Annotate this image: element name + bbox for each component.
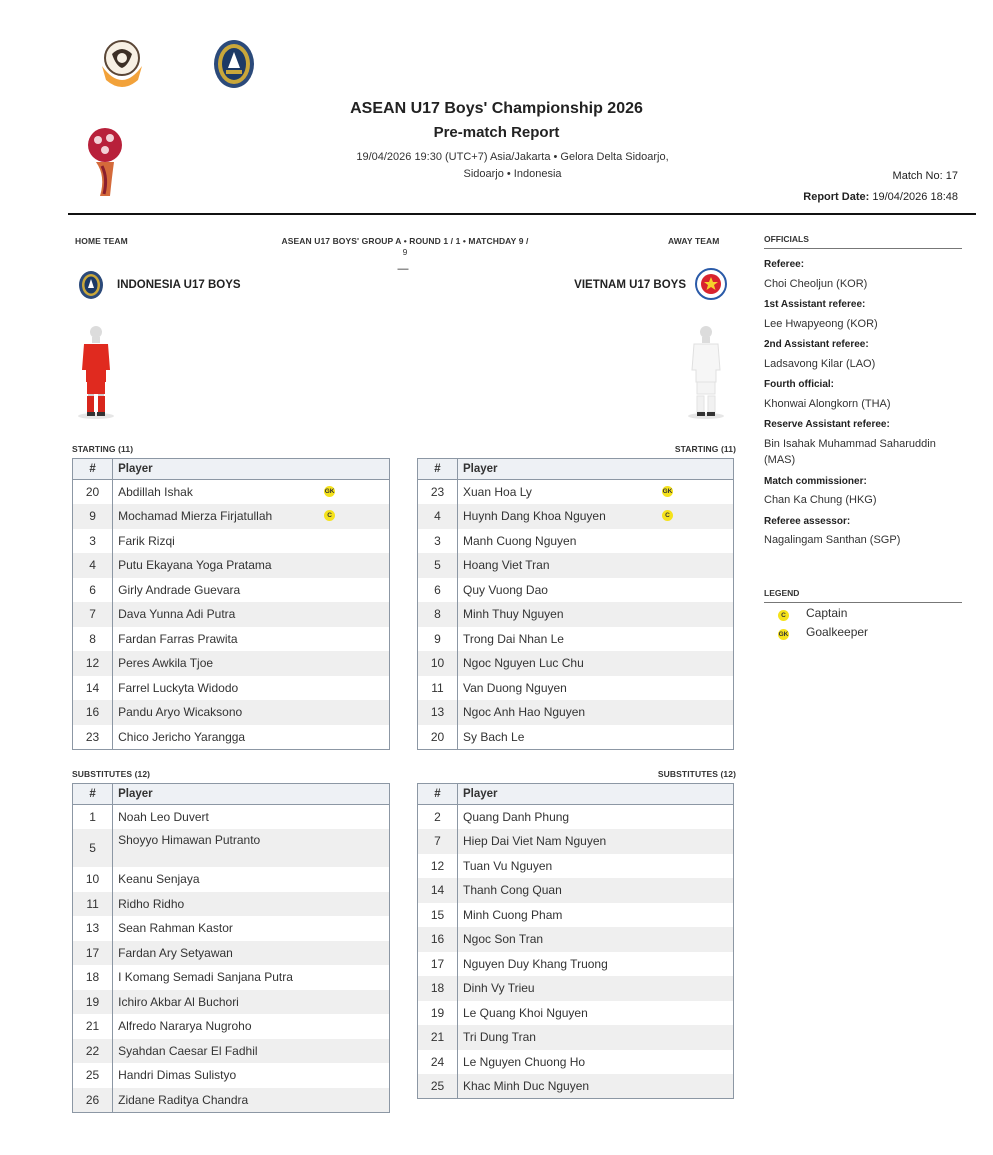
player-number: 21 bbox=[418, 1025, 458, 1050]
official-name: Ladsavong Kilar (LAO) bbox=[764, 358, 876, 370]
player-name: Van Duong Nguyen bbox=[463, 680, 567, 695]
away-starting-table bbox=[417, 458, 734, 750]
table-row bbox=[418, 1050, 734, 1075]
player-cell bbox=[458, 627, 734, 652]
table-row bbox=[73, 965, 390, 990]
player-number: 13 bbox=[418, 700, 458, 725]
player-cell bbox=[458, 1074, 734, 1099]
player-number: 25 bbox=[418, 1074, 458, 1099]
table-row bbox=[73, 1088, 390, 1113]
player-name: Manh Cuong Nguyen bbox=[463, 533, 577, 548]
table-row bbox=[73, 1014, 390, 1039]
player-number: 9 bbox=[73, 504, 113, 529]
player-cell bbox=[458, 903, 734, 928]
player-name: Shoyyo Himawan Putranto bbox=[118, 833, 261, 847]
player-name: Sean Rahman Kastor bbox=[118, 921, 233, 936]
away-starting-label: STARTING (11) bbox=[674, 444, 736, 454]
player-number: 3 bbox=[418, 529, 458, 554]
table-header-row bbox=[73, 459, 390, 480]
player-cell bbox=[113, 529, 390, 554]
player-cell bbox=[113, 578, 390, 603]
player-name: Ngoc Son Tran bbox=[463, 932, 544, 947]
table-row bbox=[73, 480, 390, 505]
column-header-player: Player bbox=[458, 459, 734, 480]
player-cell bbox=[113, 602, 390, 627]
player-name: Ngoc Nguyen Luc Chu bbox=[463, 656, 584, 671]
legend-captain-badge bbox=[778, 607, 789, 625]
player-name: Ichiro Akbar Al Buchori bbox=[118, 994, 239, 1009]
player-name: Trong Dai Nhan Le bbox=[463, 631, 564, 646]
legend-heading: LEGEND bbox=[764, 588, 800, 598]
table-row bbox=[418, 927, 734, 952]
table-row bbox=[418, 676, 734, 701]
player-number: 5 bbox=[73, 829, 113, 867]
table-row bbox=[73, 1039, 390, 1064]
player-number: 12 bbox=[73, 651, 113, 676]
home-subs-table bbox=[72, 783, 390, 1113]
table-row bbox=[73, 1063, 390, 1088]
player-name: Ngoc Anh Hao Nguyen bbox=[463, 705, 586, 720]
player-cell bbox=[113, 805, 390, 830]
player-number: 16 bbox=[73, 700, 113, 725]
player-number: 19 bbox=[418, 1001, 458, 1026]
player-cell bbox=[458, 1001, 734, 1026]
table-row bbox=[418, 976, 734, 1001]
table-row bbox=[418, 903, 734, 928]
player-cell bbox=[458, 578, 734, 603]
player-name: Peres Awkila Tjoe bbox=[118, 656, 214, 671]
player-name: Dinh Vy Trieu bbox=[463, 981, 535, 996]
table-row bbox=[418, 854, 734, 879]
legend-gk-label: Goalkeeper bbox=[806, 625, 869, 639]
official-role: Fourth official: bbox=[764, 379, 834, 390]
player-name: Le Quang Khoi Nguyen bbox=[463, 1005, 588, 1020]
official-role: Referee: bbox=[764, 259, 805, 270]
table-row bbox=[73, 676, 390, 701]
player-number: 13 bbox=[73, 916, 113, 941]
table-row bbox=[418, 878, 734, 903]
report-date-value: 19/04/2026 18:48 bbox=[872, 191, 958, 203]
player-number: 3 bbox=[73, 529, 113, 554]
table-row bbox=[73, 504, 390, 529]
column-header-player: Player bbox=[458, 784, 734, 805]
table-row bbox=[73, 916, 390, 941]
table-row bbox=[418, 805, 734, 830]
player-number: 18 bbox=[418, 976, 458, 1001]
official-role: 2nd Assistant referee: bbox=[764, 339, 869, 350]
table-header-row bbox=[418, 459, 734, 480]
captain-badge-icon: C bbox=[324, 510, 335, 521]
player-number: 18 bbox=[73, 965, 113, 990]
player-cell bbox=[113, 1063, 390, 1088]
match-number-value: 17 bbox=[945, 170, 958, 182]
away-team-name: VIETNAM U17 BOYS bbox=[574, 279, 686, 291]
player-number: 26 bbox=[73, 1088, 113, 1113]
official-name: Choi Cheoljun (KOR) bbox=[764, 278, 868, 290]
player-name: Sy Bach Le bbox=[463, 729, 525, 744]
player-name: Hiep Dai Viet Nam Nguyen bbox=[463, 834, 607, 849]
match-group-line: ASEAN U17 BOYS' GROUP A • ROUND 1 / 1 • MATCHDAY 9 / bbox=[281, 236, 529, 246]
match-number bbox=[893, 170, 958, 182]
player-name: Hoang Viet Tran bbox=[463, 558, 550, 573]
player-name: Girly Andrade Guevara bbox=[118, 582, 241, 597]
table-row bbox=[73, 990, 390, 1015]
player-name: Minh Thuy Nguyen bbox=[463, 607, 564, 622]
player-number: 8 bbox=[73, 627, 113, 652]
away-subs-label: SUBSTITUTES (12) bbox=[657, 769, 736, 779]
table-row bbox=[418, 553, 734, 578]
home-kit-icon bbox=[76, 322, 116, 420]
table-row bbox=[418, 651, 734, 676]
official-role: 1st Assistant referee: bbox=[764, 299, 866, 310]
player-number: 17 bbox=[73, 941, 113, 966]
player-number: 12 bbox=[418, 854, 458, 879]
match-location: Sidoarjo • Indonesia bbox=[463, 168, 562, 180]
goalkeeper-badge-icon: GK bbox=[324, 488, 335, 495]
table-row bbox=[73, 867, 390, 892]
table-row bbox=[73, 700, 390, 725]
player-number: 14 bbox=[418, 878, 458, 903]
player-number: 20 bbox=[73, 480, 113, 505]
player-number: 25 bbox=[73, 1063, 113, 1088]
player-cell bbox=[113, 916, 390, 941]
player-number: 10 bbox=[418, 651, 458, 676]
table-row bbox=[418, 1001, 734, 1026]
player-name: Noah Leo Duvert bbox=[118, 810, 209, 824]
player-number: 4 bbox=[418, 504, 458, 529]
player-name: Putu Ekayana Yoga Pratama bbox=[118, 558, 272, 573]
player-name: Alfredo Nararya Nugroho bbox=[118, 1019, 252, 1034]
player-cell bbox=[113, 990, 390, 1015]
table-row bbox=[418, 1074, 734, 1099]
home-team-label: HOME TEAM bbox=[75, 236, 128, 246]
column-header-player: Player bbox=[113, 459, 390, 480]
player-name: Chico Jericho Yarangga bbox=[118, 729, 246, 744]
official-name: Nagalingam Santhan (SGP) bbox=[764, 534, 901, 546]
away-team-crest-icon bbox=[694, 267, 728, 301]
officials-heading: OFFICIALS bbox=[764, 234, 809, 244]
match-number-label: Match No: bbox=[892, 170, 943, 182]
official-role: Match commissioner: bbox=[764, 476, 867, 487]
column-header-number: # bbox=[418, 459, 458, 480]
official-name: Lee Hwapyeong (KOR) bbox=[764, 318, 878, 330]
player-number: 8 bbox=[418, 602, 458, 627]
away-subs-table bbox=[417, 783, 734, 1099]
player-name: Keanu Senjaya bbox=[118, 872, 200, 887]
official-role: Referee assessor: bbox=[764, 516, 851, 527]
table-row bbox=[418, 700, 734, 725]
player-name: Quang Danh Phung bbox=[463, 810, 570, 824]
player-name: Huynh Dang Khoa Nguyen bbox=[463, 509, 606, 524]
table-row bbox=[73, 578, 390, 603]
player-cell bbox=[113, 941, 390, 966]
player-number: 20 bbox=[418, 725, 458, 750]
match-datetime-venue: 19/04/2026 19:30 (UTC+7) Asia/Jakarta • Gelora Delta Sidoarjo, bbox=[356, 151, 669, 163]
player-number: 23 bbox=[418, 480, 458, 505]
player-name: Tuan Vu Nguyen bbox=[463, 858, 553, 873]
player-cell bbox=[458, 829, 734, 854]
official-role: Reserve Assistant referee: bbox=[764, 419, 890, 430]
player-name: Fardan Ary Setyawan bbox=[118, 945, 233, 960]
player-name: Farrel Luckyta Widodo bbox=[118, 680, 239, 695]
player-cell bbox=[113, 1088, 390, 1113]
legend-gk-badge bbox=[778, 626, 789, 644]
official-name: Khonwai Alongkorn (THA) bbox=[764, 398, 891, 410]
player-name: Farik Rizqi bbox=[118, 533, 175, 548]
player-cell bbox=[458, 529, 734, 554]
goalkeeper-badge-icon: GK bbox=[778, 631, 789, 639]
player-number: 23 bbox=[73, 725, 113, 750]
player-cell bbox=[113, 867, 390, 892]
player-cell bbox=[113, 480, 390, 505]
table-row bbox=[418, 504, 734, 529]
player-number: 21 bbox=[73, 1014, 113, 1039]
home-starting-label: STARTING (11) bbox=[72, 444, 134, 454]
table-row bbox=[73, 829, 390, 867]
player-number: 1 bbox=[73, 805, 113, 830]
table-row bbox=[418, 952, 734, 977]
officials-divider bbox=[764, 248, 962, 249]
match-group-line-2: 9 bbox=[402, 247, 408, 257]
player-name: Mochamad Mierza Firjatullah bbox=[118, 509, 273, 524]
report-subtitle: Pre-match Report bbox=[433, 124, 560, 141]
player-cell bbox=[113, 892, 390, 917]
player-number: 5 bbox=[418, 553, 458, 578]
table-row bbox=[73, 553, 390, 578]
player-number: 9 bbox=[418, 627, 458, 652]
column-header-player: Player bbox=[113, 784, 390, 805]
player-cell bbox=[458, 927, 734, 952]
player-cell bbox=[458, 725, 734, 750]
table-row bbox=[418, 578, 734, 603]
home-team-crest-icon bbox=[78, 270, 104, 300]
player-name: Abdillah Ishak bbox=[118, 485, 193, 499]
player-cell bbox=[113, 700, 390, 725]
table-row bbox=[418, 602, 734, 627]
player-number: 10 bbox=[73, 867, 113, 892]
player-number: 22 bbox=[73, 1039, 113, 1064]
player-cell bbox=[458, 1050, 734, 1075]
column-header-number: # bbox=[418, 784, 458, 805]
legend-divider bbox=[764, 602, 962, 603]
official-name: Bin Isahak Muhammad Saharuddin (MAS) bbox=[764, 438, 936, 466]
table-row bbox=[73, 725, 390, 750]
player-cell bbox=[113, 725, 390, 750]
player-cell bbox=[113, 553, 390, 578]
player-cell bbox=[113, 504, 390, 529]
player-name: Pandu Aryo Wicaksono bbox=[118, 705, 243, 720]
table-row bbox=[73, 529, 390, 554]
player-name: Tri Dung Tran bbox=[463, 1030, 536, 1045]
player-name: Le Nguyen Chuong Ho bbox=[463, 1054, 586, 1069]
report-date bbox=[803, 191, 958, 203]
player-name: Ridho Ridho bbox=[118, 896, 185, 911]
away-kit-icon bbox=[686, 322, 726, 420]
player-cell bbox=[113, 829, 390, 867]
score-placeholder: — bbox=[397, 263, 409, 275]
captain-badge-icon: C bbox=[778, 610, 789, 621]
table-row bbox=[73, 602, 390, 627]
table-row bbox=[73, 941, 390, 966]
pssi-logo bbox=[212, 38, 256, 90]
away-team-label: AWAY TEAM bbox=[668, 236, 720, 246]
player-number: 14 bbox=[73, 676, 113, 701]
table-header-row bbox=[418, 784, 734, 805]
table-row bbox=[73, 892, 390, 917]
player-cell bbox=[458, 952, 734, 977]
home-team-name: INDONESIA U17 BOYS bbox=[117, 279, 241, 291]
player-cell bbox=[458, 651, 734, 676]
player-cell bbox=[113, 1039, 390, 1064]
player-cell bbox=[113, 627, 390, 652]
player-number: 6 bbox=[418, 578, 458, 603]
player-name: Dava Yunna Adi Putra bbox=[118, 607, 236, 622]
player-name: Minh Cuong Pham bbox=[463, 907, 563, 922]
player-number: 4 bbox=[73, 553, 113, 578]
table-row bbox=[418, 627, 734, 652]
player-cell bbox=[458, 1025, 734, 1050]
player-number: 19 bbox=[73, 990, 113, 1015]
player-name: Xuan Hoa Ly bbox=[463, 485, 532, 499]
player-cell bbox=[458, 504, 734, 529]
player-name: Quy Vuong Dao bbox=[463, 582, 548, 597]
player-name: I Komang Semadi Sanjana Putra bbox=[118, 970, 293, 985]
player-number: 2 bbox=[418, 805, 458, 830]
player-cell bbox=[458, 700, 734, 725]
player-number: 24 bbox=[418, 1050, 458, 1075]
player-name: Zidane Raditya Chandra bbox=[118, 1092, 249, 1107]
player-number: 7 bbox=[418, 829, 458, 854]
table-row bbox=[73, 805, 390, 830]
player-cell bbox=[113, 676, 390, 701]
home-subs-label: SUBSTITUTES (12) bbox=[72, 769, 151, 779]
legend-captain-label: Captain bbox=[806, 606, 848, 620]
player-number: 11 bbox=[418, 676, 458, 701]
column-header-number: # bbox=[73, 459, 113, 480]
player-cell bbox=[113, 1014, 390, 1039]
player-number: 16 bbox=[418, 927, 458, 952]
player-cell bbox=[458, 976, 734, 1001]
player-cell bbox=[458, 602, 734, 627]
player-cell bbox=[458, 676, 734, 701]
goalkeeper-badge-icon: GK bbox=[662, 488, 673, 495]
player-number: 17 bbox=[418, 952, 458, 977]
header-divider bbox=[68, 213, 976, 215]
player-name: Nguyen Duy Khang Truong bbox=[463, 956, 608, 971]
player-cell bbox=[458, 878, 734, 903]
report-date-label: Report Date: bbox=[803, 191, 870, 203]
home-starting-table bbox=[72, 458, 390, 750]
table-row bbox=[418, 480, 734, 505]
player-name: Thanh Cong Quan bbox=[463, 883, 562, 898]
player-number: 6 bbox=[73, 578, 113, 603]
player-cell bbox=[458, 854, 734, 879]
asean-football-logo bbox=[98, 36, 146, 92]
table-row bbox=[418, 725, 734, 750]
player-name: Syahdan Caesar El Fadhil bbox=[118, 1043, 258, 1058]
player-number: 11 bbox=[73, 892, 113, 917]
table-row bbox=[418, 529, 734, 554]
player-cell bbox=[113, 965, 390, 990]
player-name: Khac Minh Duc Nguyen bbox=[463, 1079, 590, 1093]
player-cell bbox=[458, 480, 734, 505]
page-title: ASEAN U17 Boys' Championship 2026 bbox=[350, 100, 643, 117]
player-cell bbox=[458, 553, 734, 578]
official-name: Chan Ka Chung (HKG) bbox=[764, 494, 877, 506]
captain-badge-icon: C bbox=[662, 510, 673, 521]
table-row bbox=[418, 829, 734, 854]
player-cell bbox=[458, 805, 734, 830]
player-number: 15 bbox=[418, 903, 458, 928]
player-name: Handri Dimas Sulistyo bbox=[118, 1068, 237, 1083]
table-header-row bbox=[73, 784, 390, 805]
column-header-number: # bbox=[73, 784, 113, 805]
player-name: Fardan Farras Prawita bbox=[118, 631, 238, 646]
table-row bbox=[73, 651, 390, 676]
player-number: 7 bbox=[73, 602, 113, 627]
table-row bbox=[418, 1025, 734, 1050]
table-row bbox=[73, 627, 390, 652]
player-cell bbox=[113, 651, 390, 676]
